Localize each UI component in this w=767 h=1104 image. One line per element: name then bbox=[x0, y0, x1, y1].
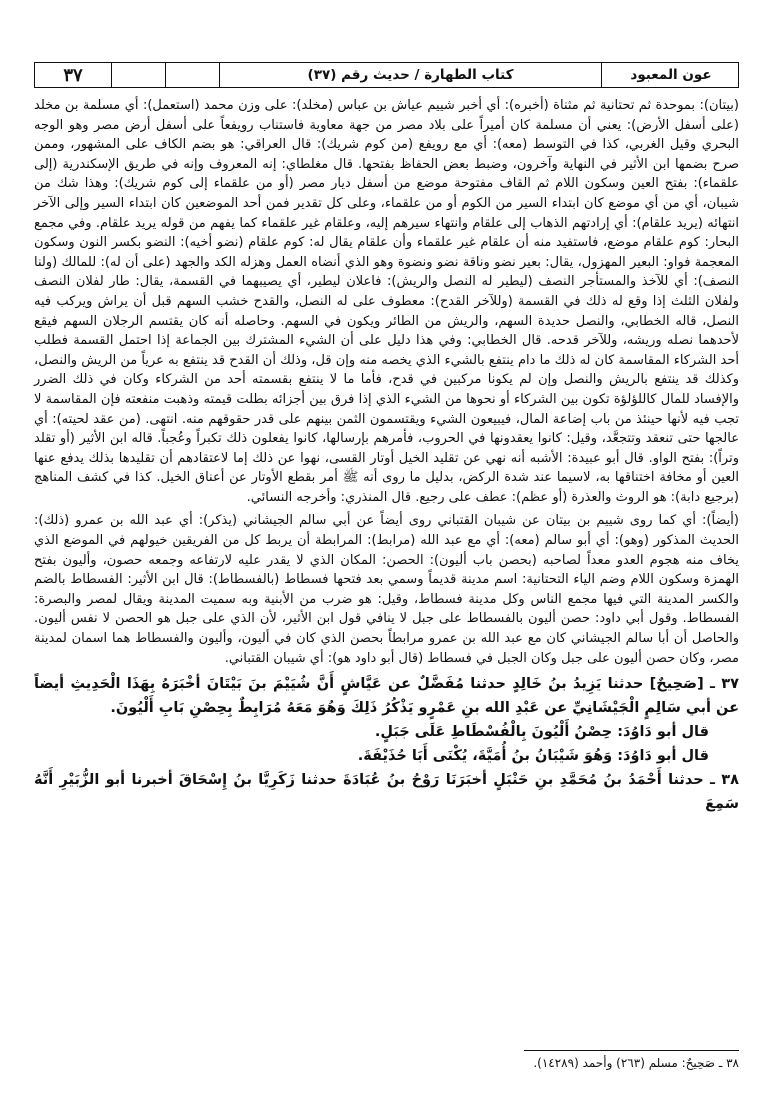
book-title: عون المعبود bbox=[630, 67, 712, 83]
abu-dawud-note: قال أبو دَاوُدَ: حِصْنُ أَلْيُونَ بِالْفُسْطَاطِ عَلَى جَبَلٍ. bbox=[374, 724, 709, 741]
footer-area bbox=[34, 62, 739, 1092]
page-number: ٣٧ bbox=[63, 64, 83, 86]
footnote: ٣٨ ـ صَحِيحٌ: مسلم (٢٦٣) وأحمد (١٤٢٨٩). bbox=[533, 1056, 739, 1070]
abu-dawud-note: قال أبو دَاوُدَ: وَهُوَ شَيْبَانُ بنُ أُمَيَّةَ، يُكْنَى أَبَا حُذَيْفَةَ. bbox=[357, 748, 709, 765]
commentary-paragraph: (بيتان): بموحدة ثم تحتانية ثم مثناة (أخبره): أي أخبر شييم عياش بن عباس (مخلد): على وزن محمد (استعمل): أي مسلمة بن مخلد (على أسفل الأرض): يعني أن مسلمة كان أميراً على بلاد مصر من جهة معاوية فاستناب رويفعاً على أسفل أرض مصر وهو الوجه البحري وقيل الغربي، كذا في التوسط (معه): أي مع رويفع (من كوم شريك): قال العراقي: هو بضم الكاف على المشهور، وممن صرح بضمها ابن الأثير في النهاية وآخرون، وضبط بعض الحفاظ بفتحها. قال مغلطاي: إنه المعروف وإنه في طريق الإسكندرية (إلى علقماء): بفتح العين وسكون اللام ثم القاف مفتوحة موضع من أسفل ديار مصر (أو من علقماء إلى كوم شريك): وهذا شك من شيبان، أي من أي موضع كان ابتداء السير من الكوم أو من علقماء، وعلى كل تقدير فمن أحد الموضعين كان ابتداء السير وإلى الآخر انتهائه (يريد علقام): أي إرادتهم الذهاب إلى علقام وانتهاء سيرهم إليه، وعلقام غير علقماء كما يفهم من قوله يريد علقام. وفي مجمع البحار: كوم علقام موضع، فاستفيد منه أن علقام غير علقماء وأن علقام يقال له: كوم علقام (نضو أخيه): النضو بكسر النون وسكون المعجمة فواو: البعير المهزول، يقال: بعير نضو وناقة نضو ونضوة وهو الذي أنضاه العمل وهزله الكد والجهد (على أن له): للمالك (ولنا النصف): أي للآخذ والمستأجر النصف (ليطير له النصل والريش): فاعلان ليطير، أي يصيبهما في القسمة، يقال: طار لفلان النصف ولفلان الثلث إذا وقع له ذلك في القسمة (وللآخر القدح): معطوف على له النصل، والقدح خشب السهم قبل أن يراش ويركب فيه النصل، قاله الخطابي، والنصل حديدة السهم، والريش من الطائر ويكون في السهم. وحاصله أنه كان يقتسم الرجلان السهم فيقع لأحدهما نصله وريشه، وللآخر قدحه. قال الخطابي: وفي هذا دليل على أن الشيء المشترك بين الجماعة إذا احتمل القسمة فطلب أحد الشركاء المقاسمة كان له ذلك ما دام ينتفع بالشيء الذي يخصه منه وإن قل، وذلك أن القدح قد ينتفع به عرياً من الريش والنصل، وكذلك قد ينتفع بالريش والنصل وإن لم يكونا مركبين في قدح، فأما ما لا ينتفع بقسمته أحد من الشركاء وكان في ذلك الضرر والإفساد للمال كاللؤلؤة تكون بين الشركاء أو نحوها من الشيء الذي إذا فرق بين أجزائه بطلت قيمته وذهبت منفعته فإن المقاسمة لا تجب فيه لأنها حينئذ من باب إضاعة المال، فيبيعون الشيء ويقتسمون الثمن بينهم على قدر حقوقهم منه. انتهى. (من عقد لحيته): أي عالجها حتى تنعقد وتتجعَّد، وقيل: كانوا يعقدونها في الحروب، فأمرهم بإرسالها، كانوا يفعلون ذلك تكبراً وعُجباً. قاله ابن الأثير (أو تقلد وتراً): بفتح الواو. قال أبو عبيدة: الأشبه أنه نهي عن تقليد الخيل أوتار القسى، نهوا عن ذلك إما لاعتقادهم أن تقليدها بذلك يدفع عنها العين أو مخافة اختناقها به، لاسيما عند شدة الركض، بدليل ما روى أنه ﷺ أمر بقطع الأوتار عن أعناق الخيل. كذا في كشف المناهج (برجيع دابة): هو الروث والعذرة (أو عظم): عطف على رجيع. قال المنذري: وأخرجه النسائي. bbox=[34, 98, 739, 505]
chapter-title: كتاب الطهارة / حديث رقم (٣٧) bbox=[307, 67, 514, 83]
footnote-divider bbox=[524, 1050, 739, 1051]
hadith-text: ٣٨ ـ حدثنا أَحْمَدُ بنُ مُحَمَّدِ بنِ حَنْبَلٍ أخبَرَنَا رَوْحُ بنُ عُبَادَةَ حدثنا زَكَرِيَّا بنُ إِسْحَاقَ أخبرنا أبو الزُّبَيْرِ أَنَّهُ سَمِعَ bbox=[34, 772, 739, 813]
hadith-text: ٣٧ ـ [صَحِيحٌ] حدثنا يَزِيدُ بنُ خَالِدٍ حدثنا مُفَضَّلٌ عن عَيَّاشٍ أَنَّ شُيَيْمَ بنَ بَيْتَانَ أخْبَرَهُ بِهَذَا الْحَدِيثِ أيضاً عن أبي سَالِمٍ الْجَيْشَانِيِّ عن عَبْدِ الله بنِ عَمْرٍو يَذْكُرُ ذَلِكَ وَهُوَ مَعَهُ مُرَابِطٌ بِحِصْنِ بَابِ أَلْيُونَ. bbox=[34, 676, 739, 717]
commentary-paragraph: (أيضاً): أي كما روى شييم بن بيتان عن شيبان القتباني روى أيضاً عن أبي سالم الجيشاني (يذكر): أي عبد الله بن عمرو (ذلك): الحديث المذكور (وهو): أي أبو سالم (معه): أي مع عبد الله (مرابط): المرابطة أن يربط كل من الفريقين خيولهم في الموضع الذي يخاف منه هجوم العدو معداً لصاحبه (بحصن باب أليون): الحصن: المكان الذي لا يقدر عليه لارتفاعه وجمعه حصون، وأليون بفتح الهمزة وسكون اللام وضم الياء التحتانية: اسم مدينة قديماً وسمي بعد فتحها فسطاط (بالفسطاط): قال ابن الأثير: الفسطاط بالضم والكسر المدينة التي فيها مجمع الناس وكل مدينة فسطاط، وقيل: هو ضرب من الأبنية وبه سميت المدينة ويقال لمصر والبصرة: الفسطاط. وقول أبي داود: حصن أليون بالفسطاط على جبل لا ينافي قول ابن الأثير، لأن الذي على جبل هو الحصن لا نفس أليون. والحاصل أن أبا سالم الجيشاني كان مع عبد الله بن عمرو مرابطاً بحصن الذي كان في أليون، وأليون والفسطاط هما اسمان لمدينة مصر، وكان حصن أليون على جبل وكان الجبل في فسطاط (قال أبو داود هو): أي شيبان القتباني. bbox=[34, 513, 739, 666]
